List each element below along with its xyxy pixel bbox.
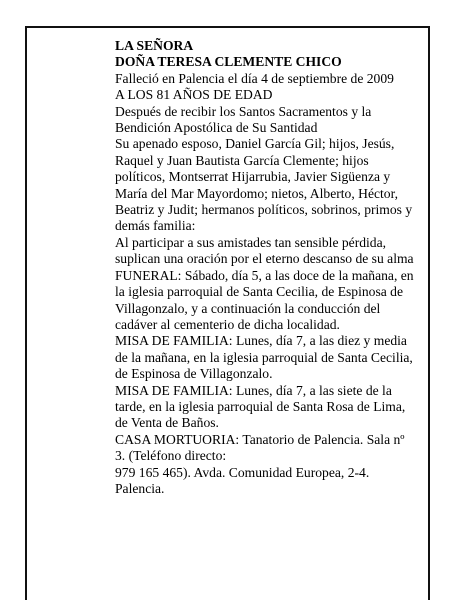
family-mass-paragraph-1: MISA DE FAMILIA: Lunes, día 7, a las diez y media de la mañana, en la iglesia parroquial de Santa Cecilia, de Espinosa de Villagonzalo. (115, 333, 413, 382)
prayer-request-paragraph: Al participar a sus amistades tan sensible pérdida, suplican una oración por el eterno descanso de su alma (115, 234, 414, 267)
heading-title: LA SEÑORA (115, 38, 194, 53)
family-mass-paragraph-2: MISA DE FAMILIA: Lunes, día 7, a las siete de la tarde, en la iglesia parroquial de Santa Rosa de Lima, de Venta de Baños. (115, 382, 406, 431)
obituary-notice (115, 38, 415, 497)
family-paragraph: Su apenado esposo, Daniel García Gil; hijos, Jesús, Raquel y Juan Bautista García Clemente; hijos políticos, Montserrat Hijarrubia, Javier Sigüenza y María del Mar Mayordomo; nietos, Alberto, Héctor, Beatriz y Judit; hermanos políticos, sobrinos, primos y demás familia: (115, 136, 413, 234)
mortuary-paragraph: CASA MORTUORIA: Tanatorio de Palencia. Sala nº 3. (Teléfono directo: (115, 431, 405, 464)
death-date-line: Falleció en Palencia el día 4 de septiembre de 2009 (115, 70, 394, 86)
sacraments-line: Después de recibir los Santos Sacramentos y la Bendición Apostólica de Su Santidad (115, 103, 372, 136)
funeral-paragraph: FUNERAL: Sábado, día 5, a las doce de la mañana, en la iglesia parroquial de Santa Cecilia, de Espinosa de Villagonzalo, y a continuación la conducción del cadáver al cementerio de dicha localidad. (115, 267, 414, 332)
deceased-name: DOÑA TERESA CLEMENTE CHICO (115, 54, 342, 70)
age-line: A LOS 81 AÑOS DE EDAD (115, 87, 273, 103)
mortuary-address: 979 165 465). Avda. Comunidad Europea, 2-4. Palencia. (115, 464, 370, 496)
